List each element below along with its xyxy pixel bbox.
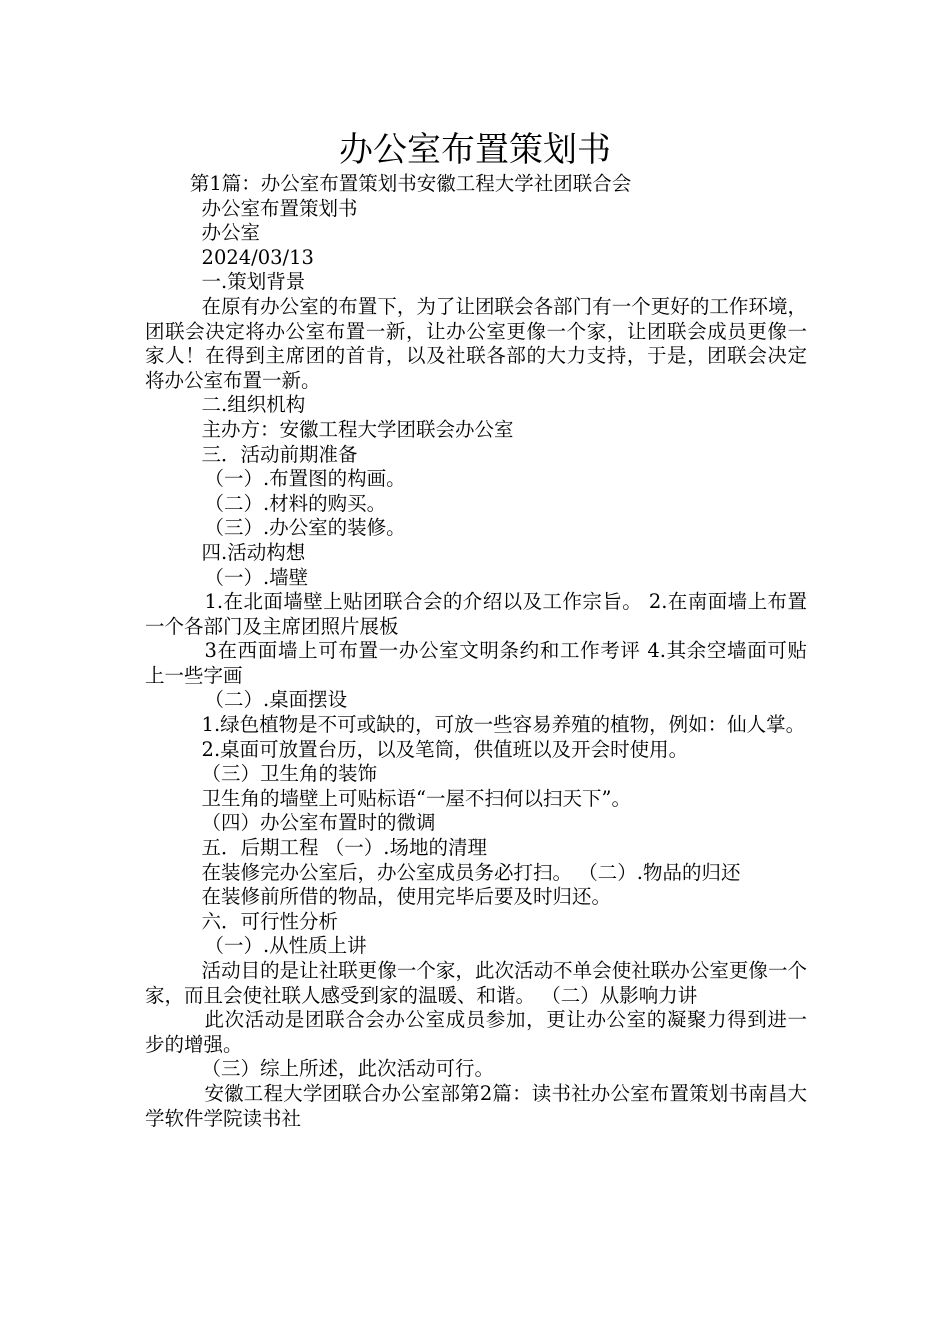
- paragraph: （三）综上所述，此次活动可行。: [201, 1057, 495, 1081]
- date: 2024/03/13: [201, 245, 314, 269]
- list-item: （三）.办公室的装修。: [204, 516, 406, 540]
- section-heading: 四.活动构想: [201, 540, 306, 564]
- paragraph: 在装修完办公室后，办公室成员务必打扫。 （二）.物品的归还: [201, 860, 741, 884]
- subsection-heading: （三）卫生角的装饰: [201, 762, 378, 786]
- section-heading: 二.组织机构: [201, 393, 306, 417]
- paragraph: 在装修前所借的物品，使用完毕后要及时归还。: [201, 885, 612, 909]
- paragraph: 1.绿色植物是不可或缺的，可放一些容易养殖的植物，例如：仙人掌。: [201, 713, 806, 737]
- paragraph: 活动目的是让社联更像一个家，此次活动不单会使社联办公室更像一个家，而且会使社联人感受到家的温暖、和谐。 （二）从影响力讲: [145, 959, 807, 1007]
- subsection-heading: （一）.从性质上讲: [204, 934, 367, 958]
- paragraph: 在原有办公室的布置下，为了让团联会各部门有一个更好的工作环境，团联会决定将办公室布置一新，让办公室更像一个家，让团联会成员更像一家人！在得到主席团的首肯，以及社联各部的大力支持，于是，团联会决定将办公室布置一新。: [145, 294, 807, 392]
- section-heading: 五．后期工程 （一）.场地的清理: [201, 836, 487, 860]
- paragraph: 主办方：安徽工程大学团联会办公室: [201, 417, 514, 441]
- section-heading: 六．可行性分析: [201, 909, 339, 933]
- section-heading: 三．活动前期准备: [201, 442, 358, 466]
- paragraph: 3在西面墙上可布置一办公室文明条约和工作考评 4.其余空墙面可贴上一些字画: [145, 639, 807, 687]
- paragraph: 安徽工程大学团联合办公室部第2篇：读书社办公室布置策划书南昌大学软件学院读书社: [145, 1081, 807, 1130]
- paragraph: 1.在北面墙壁上贴团联合会的介绍以及工作宗旨。 2.在南面墙上布置一个各部门及主席团照片展板: [145, 590, 807, 638]
- subsection-heading: （四）办公室布置时的微调: [201, 811, 436, 835]
- subtitle: 办公室布置策划书: [201, 196, 358, 220]
- department: 办公室: [201, 221, 261, 245]
- paragraph: 2.桌面可放置台历，以及笔筒，供值班以及开会时使用。: [201, 737, 689, 761]
- document-body: [145, 172, 807, 1131]
- paragraph: 此次活动是团联合会办公室成员参加，更让办公室的凝聚力得到进一步的增强。: [145, 1008, 807, 1056]
- chapter-heading: 第1篇：办公室布置策划书安徽工程大学社团联合会: [189, 172, 632, 195]
- section-heading: 一.策划背景: [201, 270, 306, 294]
- document-title: 办公室布置策划书: [339, 130, 611, 170]
- subsection-heading: （一）.墙壁: [204, 565, 309, 589]
- list-item: （一）.布置图的构画。: [204, 467, 406, 491]
- subsection-heading: （二）.桌面摆设: [204, 688, 348, 712]
- paragraph: 卫生角的墙壁上可贴标语“一屋不扫何以扫天下”。: [201, 786, 631, 810]
- list-item: （二）.材料的购买。: [204, 491, 387, 515]
